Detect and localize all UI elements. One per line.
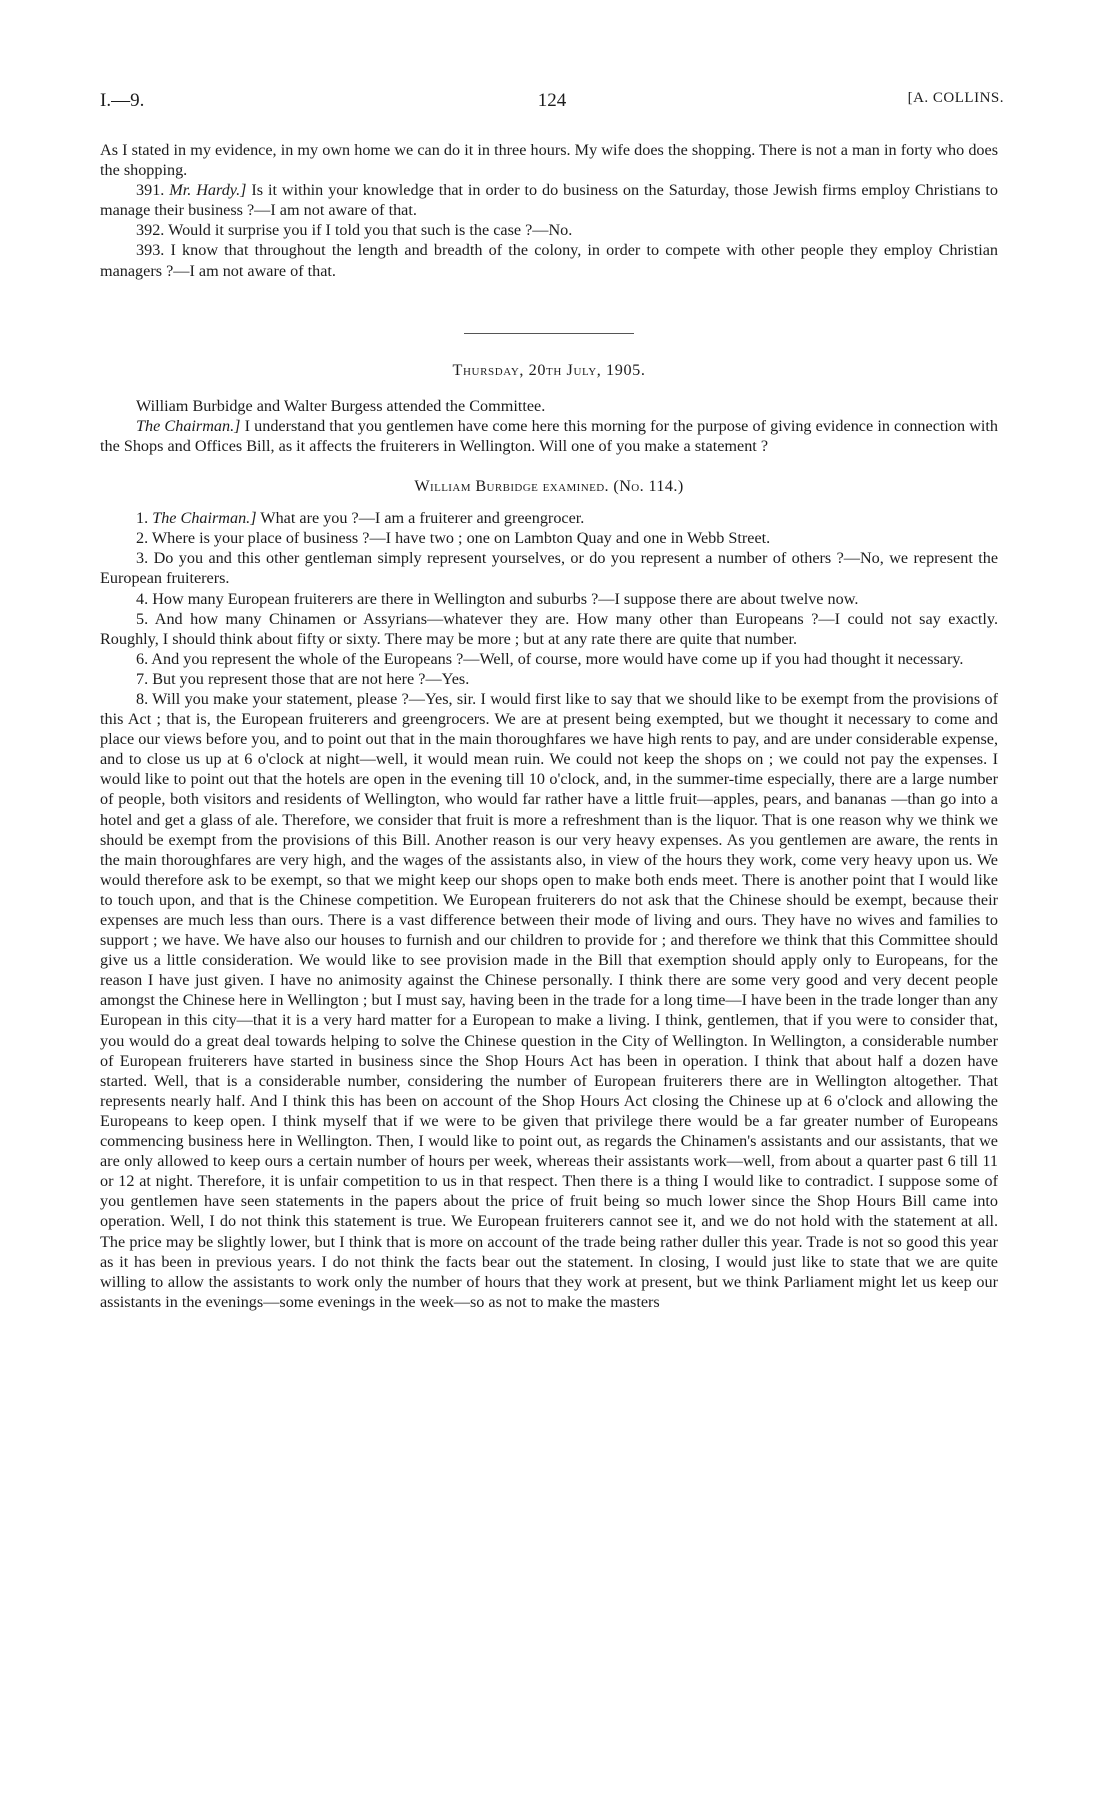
speaker: The Chairman.] — [136, 416, 241, 435]
question-number: 7. — [136, 669, 149, 688]
page-header — [100, 90, 1004, 116]
question-number: 8. — [136, 689, 149, 708]
question-number: 2. — [136, 529, 149, 548]
question-393 — [100, 240, 998, 280]
question-392 — [100, 220, 998, 240]
question-text: I know that throughout the length and breadth of the colony, in order to compete with other people they employ Christian managers ?—I am not aware of that. — [100, 241, 998, 280]
page-number: 124 — [537, 90, 567, 111]
intro-paragraph: As I stated in my evidence, in my own home we can do it in three hours. My wife does the shopping. There is not a man in forty who does the shopping. — [100, 141, 998, 180]
question-text: Will you make your statement, please ?—Yes, sir. I would first like to say that we should like to be exempt from the provisions of this Act ; that is, the European fruiterers and greengrocers. We are at present being exempted, but we thought it necessary to come and place our views before you, and to point out that in the main thoroughfares we have high rents to pay, and are under considerable expense, and to close us up at 6 o'clock at night—well, it would mean ruin. We could not keep the shops on ; we could not pay the expenses. I would like to point out that the hotels are open in the evening till 10 o'clock, and, in the summer-time especially, there are a large number of people, both visitors and residents of Wellington, who would far rather have a little fruit—apples, pears, and bananas —than go into a hotel and get a glass of ale. Therefore, we consider that fruit is more a refreshment than is the liquor. That is one reason why we think we should be exempt from the provisions of this Bill. Another reason is our very heavy expenses. As you gentlemen are aware, the rents in the main thoroughfares are very high, and the wages of the assistants also, in view of the hours they work, come very heavy upon us. We would therefore ask to be exempt, so that we might keep our shops open to make both ends meet. There is another point that I would like to touch upon, and that is the Chinese competition. We European fruiterers do not ask that the Chinese should be exempt, because their expenses are much less than ours. There is a vast difference between their mode of living and ours. They have no wives and families to support ; we have. We have also our houses to furnish and our children to provide for ; and therefore we think that this Committee should give us a little consideration. We would like to see provision made in the Bill that exemption should apply only to Europeans, for the reason I have just given. I have no animosity against the Chinese personally. I think there are some very good and very decent people amongst the Chinese here in Wellington ; but I must say, having been in the trade for a long time—I have been in the trade longer than any European in this city—that it is a very hard matter for a European to make a living. I think, gentlemen, that if you were to consider that, you would do a great deal towards helping to solve the Chinese question in the City of Wellington. In Wellington, a considerable number of European fruiterers have started in business since the Shop Hours Act has been in operation. I think that about half a dozen have started. Well, that is a considerable number, considering the number of European fruiterers there are in Wellington altogether. That represents nearly half. And I think this has been on account of the Shop Hours Act closing the Chinese up at 6 o'clock and allowing the Europeans to keep open. I think myself that if we were to be given that privilege there would be a far greater number of Europeans commencing business here in Wellington. Then, I would like to point out, as regards the Chinamen's assistants and our assistants, that we are only allowed to keep ours a certain number of hours per week, whereas their assistants work—well, from about a quarter past 6 till 11 or 12 at night. Therefore, it is unfair competition to us in that respect. Then there is a thing I would like to contradict. I suppose some of you gentlemen have seen statements in the papers about the price of fruit being so much lower since the Shop Hours Bill came into operation. Well, I do not think this statement is true. We European fruiterers cannot see it, and we do not hold with the statement at all. The price may be slightly lower, but I think that is more on account of the trade being rather duller this year. Trade is not so good this year as it has been in previous years. I do not think the facts bear out the statement. In closing, I would just like to state that we are quite willing to allow the assistants to work only the number of hours that they work at present, but we think Parliament might let us keep our assistants in the evenings—some evenings in the week—so as not to make the masters — [100, 689, 998, 1311]
attendance-line: William Burbidge and Walter Burgess attended the Committee. — [136, 396, 546, 415]
paper-reference: I.—9. — [100, 90, 145, 111]
question-text: Do you and this other gentleman simply represent yourselves, or do you represent a number of others ?—No, we represent the European fruiterers. — [100, 549, 999, 588]
witness-name: [A. COLLINS. — [907, 90, 1004, 106]
question-number: 5. — [136, 609, 149, 628]
question-1 — [100, 508, 998, 528]
opening-text: I understand that you gentlemen have come here this morning for the purpose of giving evidence in connection with the Shops and Offices Bill, as it affects the fruiterers in Wellington. Will one of you make a statement ? — [100, 416, 998, 455]
question-8 — [100, 689, 998, 1312]
speaker: The Chairman.] — [152, 509, 257, 528]
question-number: 393. — [136, 241, 165, 260]
speaker: Mr. Hardy.] — [169, 181, 247, 200]
witness-examined-heading: William Burbidge examined. (No. 114.) — [414, 477, 684, 496]
chairman-opening — [100, 416, 998, 456]
question-text: And how many Chinamen or Assyrians—whatever they are. How many other than Europeans ?—I could not say exactly. Roughly, I should think about fifty or sixty. There may be more ; but at any rate there are quite that number. — [100, 609, 998, 648]
question-text: What are you ?—I am a fruiterer and greengrocer. — [260, 509, 585, 528]
question-number: 4. — [136, 589, 149, 608]
question-7 — [100, 669, 998, 689]
question-number: 391. — [136, 181, 165, 200]
question-4 — [100, 589, 998, 609]
page-body — [100, 140, 998, 1312]
question-text: Where is your place of business ?—I have two ; one on Lambton Quay and one in Webb Street. — [151, 529, 771, 548]
session-date: Thursday, 20th July, 1905. — [452, 360, 646, 379]
question-text: How many European fruiterers are there in Wellington and suburbs ?—I suppose there are about twelve now. — [152, 589, 859, 608]
question-6 — [100, 649, 998, 669]
question-number: 1. — [136, 509, 149, 528]
question-2 — [100, 528, 998, 548]
question-number: 392. — [136, 221, 165, 240]
question-number: 3. — [136, 549, 149, 568]
question-391 — [100, 180, 998, 220]
question-3 — [100, 548, 998, 588]
question-5 — [100, 609, 998, 649]
question-text: Is it within your knowledge that in order to do business on the Saturday, those Jewish firms employ Christians to manage their business ?—I am not aware of that. — [100, 181, 999, 220]
question-text: But you represent those that are not here ?—Yes. — [152, 669, 470, 688]
section-divider — [464, 333, 634, 334]
question-text: Would it surprise you if I told you that such is the case ?—No. — [168, 221, 573, 240]
question-number: 6. — [136, 649, 149, 668]
question-text: And you represent the whole of the Europeans ?—Well, of course, more would have come up if you had thought it necessary. — [151, 649, 964, 668]
